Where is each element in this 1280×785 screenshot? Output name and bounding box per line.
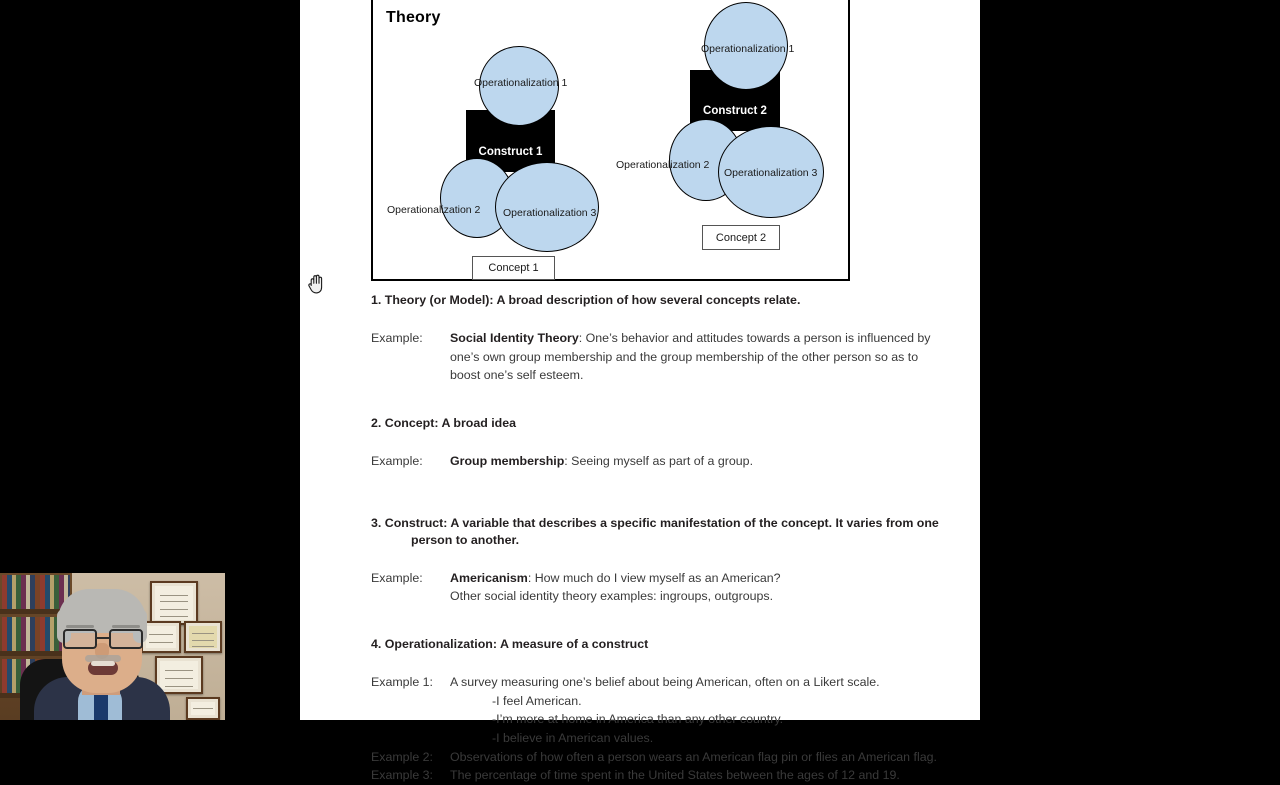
section-4-example-2-label: Example 2:	[371, 749, 433, 764]
section-1-example-body	[450, 329, 951, 385]
section-3-example-body	[450, 569, 951, 606]
op-label-2-1: Operationalization 1	[701, 43, 795, 55]
theory-diagram	[371, 0, 850, 281]
section-3-extra-line: Other social identity theory examples: ingroups, outgroups.	[450, 589, 774, 604]
concept-box-2	[702, 225, 780, 250]
lecture-notes	[371, 292, 951, 785]
section-3-heading-line2: person to another.	[411, 532, 520, 547]
section-1-example	[371, 329, 951, 385]
section-4-example-3-text: The percentage of time spent in the United States between the ages of 12 and 19.	[450, 768, 900, 783]
section-2-example-text: : Seeing myself as part of a group.	[564, 454, 754, 469]
op-label-1-1: Operationalization 1	[474, 77, 568, 89]
op-label-2-2: Operationalization 2	[616, 159, 710, 171]
presenter-glasses	[60, 629, 146, 649]
section-2-example-body	[450, 452, 951, 471]
grab-hand-cursor-icon	[307, 273, 327, 295]
construct-box-1-label: Construct 1	[478, 146, 543, 158]
section-1-example-text: : One’s behavior and attitudes towards a person is influenced by one’s own group membership and the group membership of the other person so as to boost one’s self esteem.	[450, 331, 931, 383]
section-1-example-label: Example:	[371, 331, 423, 346]
section-4-example-3-label: Example 3:	[371, 768, 433, 783]
construct-box-2-label: Construct 2	[703, 105, 767, 117]
section-4-example-1-body	[450, 673, 951, 747]
presenter-teeth	[91, 661, 115, 666]
section-4-bullet-2: -I’m more at home in America than any other country.	[492, 712, 784, 727]
section-4-example-1-text: A survey measuring one’s belief about being American, often on a Likert scale.	[450, 675, 880, 690]
section-2-heading: 2. Concept: A broad idea	[371, 415, 517, 430]
diploma-frame-4	[155, 656, 203, 694]
section-4-bullet-1: -I feel American.	[492, 693, 582, 708]
section-2-example-lead: Group membership	[450, 454, 565, 469]
section-4-example-2	[371, 748, 951, 767]
section-4-example-3	[371, 766, 951, 785]
section-3-example-text: : How much do I view myself as an American?	[527, 570, 781, 585]
presenter-tie	[94, 691, 108, 720]
presenter-brow-left	[66, 625, 94, 628]
diploma-frame-1	[150, 581, 198, 625]
section-3-heading-line1: 3. Construct: A variable that describes a specific manifestation of the concept. It varies from one	[371, 515, 939, 530]
section-1-example-lead: Social Identity Theory	[450, 331, 579, 346]
op-label-1-2: Operationalization 2	[387, 204, 481, 216]
section-3-example-label: Example:	[371, 570, 423, 585]
diploma-frame-5	[186, 697, 220, 720]
section-2-example-label: Example:	[371, 454, 423, 469]
diploma-frame-2	[141, 621, 181, 653]
diagram-title: Theory	[386, 9, 441, 26]
concept-box-1	[472, 256, 555, 280]
concept-box-1-label: Concept 1	[488, 262, 539, 274]
section-2-example	[371, 452, 951, 471]
op-label-2-3: Operationalization 3	[724, 167, 818, 179]
section-1-heading: 1. Theory (or Model): A broad description of how several concepts relate.	[371, 293, 801, 307]
slide-content-area	[300, 0, 980, 783]
section-4-bullet-3: -I believe in American values.	[492, 731, 654, 746]
presenter-webcam-overlay[interactable]	[0, 573, 225, 720]
section-4-example-1-label: Example 1:	[371, 675, 433, 690]
diploma-frame-3	[184, 621, 222, 653]
op-label-1-3: Operationalization 3	[503, 207, 597, 219]
section-3-example-lead: Americanism	[450, 570, 528, 585]
section-3-example	[371, 569, 951, 606]
section-4-example-2-text: Observations of how often a person wears an American flag pin or flies an American flag.	[450, 749, 937, 764]
presenter-brow-right	[112, 625, 140, 628]
section-3-heading	[371, 515, 951, 549]
concept-box-2-label: Concept 2	[715, 231, 767, 244]
section-4-heading: 4. Operationalization: A measure of a construct	[371, 637, 649, 652]
section-4-example-1	[371, 673, 951, 747]
